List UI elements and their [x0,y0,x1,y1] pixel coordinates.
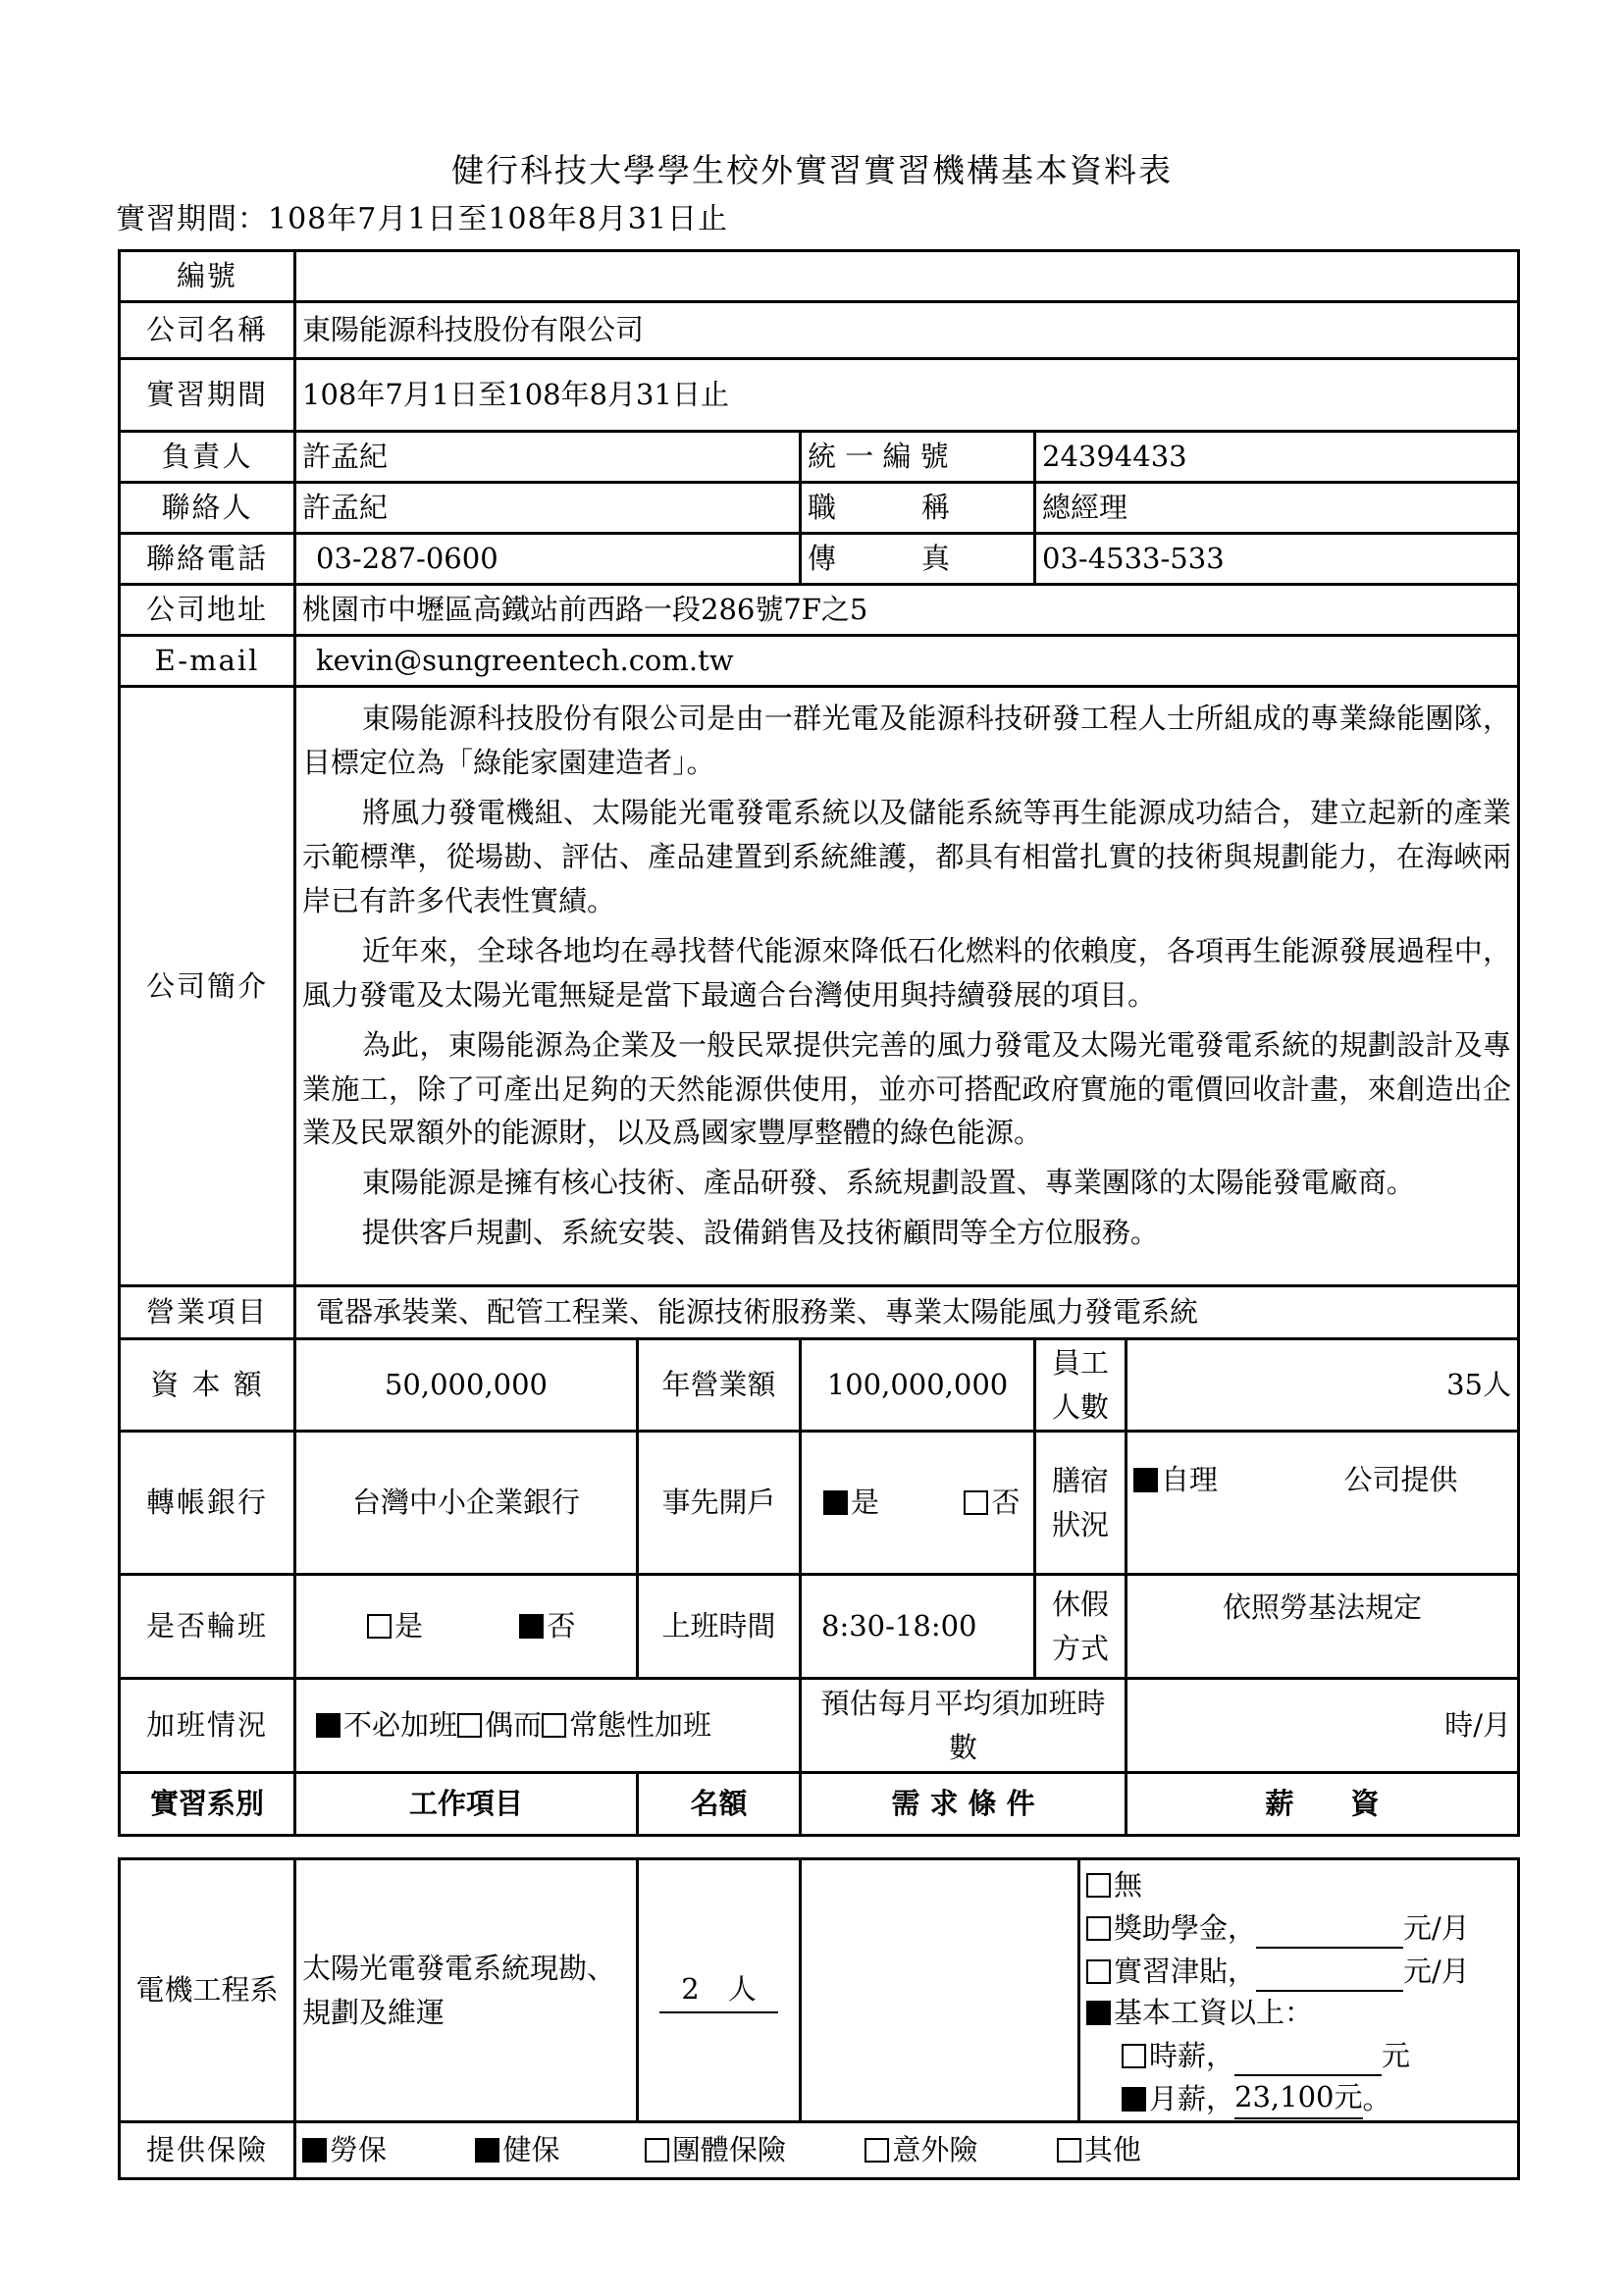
option-label: 團體保險 [671,2133,786,2167]
unit-label: 元/月 [1403,1911,1470,1946]
intro-paragraph: 為此，東陽能源為企業及一般民眾提供完善的風力發電及太陽光電發電系統的規劃設計及專業施工，除了可產出足夠的天然能源供使用，並亦可搭配政府實施的電價回收計畫，來創造出企業及民眾額外的能源財，以及爲國家豐厚整體的綠色能源。 [302,1027,1511,1150]
insurance-accident-checkbox[interactable] [864,2138,889,2163]
person-in-charge-label: 負責人 [120,432,295,483]
contact-person-label: 聯絡人 [120,483,295,534]
insurance-group-checkbox[interactable] [645,2138,669,2163]
company-name-label: 公司名稱 [120,302,295,359]
internship-period-line: 實習期間：108年7月1日至108年8月31日止 [116,202,728,236]
option-label: 。 [1362,2082,1391,2116]
job-title-label: 職 稱 [801,483,1035,534]
form-title: 健行科技大學學生校外實習實習機構基本資料表 [451,151,1173,189]
board-self-checkbox[interactable] [1133,1468,1158,1492]
insurance-labor-checkbox[interactable] [302,2138,327,2163]
quota-header: 名額 [638,1773,801,1836]
leave-label: 休假方式 [1035,1575,1126,1679]
requirements-header: 需 求 條 件 [801,1773,1126,1836]
employees-label: 員工人數 [1035,1339,1126,1432]
option-label: 偶而 [485,1708,543,1743]
option-label: 否 [991,1486,1021,1520]
pre-account-label: 事先開戶 [638,1432,801,1575]
intro-text [295,687,1519,1286]
option-label: 無 [1114,1868,1143,1902]
email-label: E-mail [120,636,295,687]
est-overtime-label: 預估每月平均須加班時數 [801,1679,1126,1773]
salary-allowance-checkbox[interactable] [1086,1959,1111,1984]
business-value: 電器承裝業、配管工程業、能源技術服務業、專業太陽能風力發電系統 [295,1286,1519,1339]
overtime-none-checkbox[interactable] [316,1713,341,1738]
capital-label: 資 本 額 [120,1339,295,1432]
option-label: 勞保 [330,2133,388,2167]
pre-account-no-checkbox[interactable] [964,1490,988,1515]
allowance-blank[interactable] [1256,1949,1403,1992]
scholarship-blank[interactable] [1256,1905,1403,1949]
serial-value [295,251,1519,302]
option-label: 公司提供 [1343,1463,1458,1496]
option-label: 月薪， [1149,2082,1235,2116]
option-label: 意外險 [892,2133,978,2167]
leave-value: 依照勞基法規定 [1126,1575,1519,1679]
email-value: kevin@sungreentech.com.tw [295,636,1519,687]
salary-hourly-checkbox[interactable] [1122,2044,1146,2068]
work-hours-label: 上班時間 [638,1575,801,1679]
hourly-blank[interactable] [1234,2033,1382,2076]
dept-header: 實習系別 [120,1773,295,1836]
salary-options [1079,1859,1519,2122]
option-label: 自理 [1161,1463,1219,1496]
revenue-value: 100,000,000 [801,1339,1035,1432]
company-name-value: 東陽能源科技股份有限公司 [295,302,1519,359]
overtime-label: 加班情況 [120,1679,295,1773]
unit-label: 元/月 [1403,1955,1470,1989]
option-label: 實習津貼， [1114,1955,1257,1989]
quota-value [638,1859,801,2122]
intro-paragraph: 東陽能源是擁有核心技術、產品研發、系統規劃設置、專業團隊的太陽能發電廠商。 [361,1166,1415,1200]
option-label: 是 [394,1609,424,1643]
serial-label: 編號 [120,251,295,302]
insurance-other-checkbox[interactable] [1057,2138,1081,2163]
address-value: 桃園市中壢區高鐵站前西路一段286號7F之5 [295,585,1519,636]
employees-value: 35人 [1126,1339,1519,1432]
work-hours-value: 8:30-18:00 [801,1575,1035,1679]
intro-paragraph: 提供客戶規劃、系統安裝、設備銷售及技術顧問等全方位服務。 [361,1216,1159,1250]
intro-paragraph: 東陽能源科技股份有限公司是由一群光電及能源科技研發工程人士所組成的專業綠能團隊，目標定位為「綠能家園建造者」。 [302,702,1511,779]
salary-monthly-checkbox[interactable] [1122,2087,1146,2112]
overtime-occasional-checkbox[interactable] [457,1713,482,1738]
business-label: 營業項目 [120,1286,295,1339]
pre-account-yes-checkbox[interactable] [823,1490,848,1515]
period-label: 實習期間 [120,359,295,432]
intro-paragraph: 近年來，全球各地均在尋找替代能源來降低石化燃料的依賴度，各項再生能源發展過程中，風力發電及太陽光電無疑是當下最適合台灣使用與持續發展的項目。 [302,933,1511,1012]
capital-value: 50,000,000 [295,1339,638,1432]
internship-detail-table [118,1857,1520,2180]
overtime-options [295,1679,801,1773]
salary-scholarship-checkbox[interactable] [1086,1916,1111,1941]
salary-none-checkbox[interactable] [1086,1873,1111,1898]
insurance-options [295,2122,1519,2179]
option-label: 健保 [502,2133,560,2167]
intro-paragraph: 將風力發電機組、太陽能光電發電系統以及儲能系統等再生能源成功結合，建立起新的產業示範標準，從場勘、評估、產品建置到系統維護，都具有相當扎實的技術與規劃能力，在海峽兩岸已有許多代表性實績。 [302,795,1511,917]
board-options [1126,1432,1519,1575]
option-label: 否 [547,1609,576,1643]
option-label: 時薪， [1149,2039,1235,2073]
option-label: 常態性加班 [569,1708,712,1743]
tax-id-label: 統 一 編 號 [801,432,1035,483]
insurance-label: 提供保險 [120,2122,295,2179]
overtime-regular-checkbox[interactable] [542,1713,566,1738]
board-label: 膳宿狀況 [1035,1432,1126,1575]
work-item-value: 太陽光電發電系統現勘、規劃及維運 [295,1859,638,2122]
fax-value: 03-4533-533 [1035,534,1519,585]
contact-person-value: 許孟紀 [295,483,801,534]
dept-value: 電機工程系 [120,1859,295,2122]
intro-label: 公司簡介 [120,687,295,1286]
bank-label: 轉帳銀行 [120,1432,295,1575]
unit-label: 元 [1382,2039,1411,2073]
phone-label: 聯絡電話 [120,534,295,585]
option-label: 基本工資以上： [1114,1996,1314,2030]
address-label: 公司地址 [120,585,295,636]
salary-header: 薪 資 [1126,1773,1519,1836]
shift-label: 是否輪班 [120,1575,295,1679]
job-title-value: 總經理 [1035,483,1519,534]
period-value: 108年7月1日至108年8月31日止 [295,359,1519,432]
salary-basic-wage-checkbox[interactable] [1086,2001,1111,2025]
revenue-label: 年營業額 [638,1339,801,1432]
quota-text: 2 人 [659,1967,777,2013]
pre-account-options [801,1432,1035,1575]
person-in-charge-value: 許孟紀 [295,432,801,483]
fax-label: 傳 真 [801,534,1035,585]
monthly-amount: 23,100元 [1234,2076,1362,2119]
tax-id-value: 24394433 [1035,432,1519,483]
work-item-header: 工作項目 [295,1773,638,1836]
insurance-health-checkbox[interactable] [475,2138,499,2163]
shift-yes-checkbox[interactable] [367,1614,392,1639]
requirements-value [801,1859,1079,2122]
est-overtime-value: 時/月 [1126,1679,1519,1773]
phone-value: 03-287-0600 [295,534,801,585]
option-label: 不必加班 [343,1708,458,1743]
shift-no-checkbox[interactable] [519,1614,544,1639]
option-label: 獎助學金， [1114,1911,1257,1946]
option-label: 其他 [1083,2133,1141,2167]
option-label: 是 [851,1486,880,1520]
shift-options [295,1575,638,1679]
bank-value: 台灣中小企業銀行 [295,1432,638,1575]
company-info-table [118,249,1520,1837]
